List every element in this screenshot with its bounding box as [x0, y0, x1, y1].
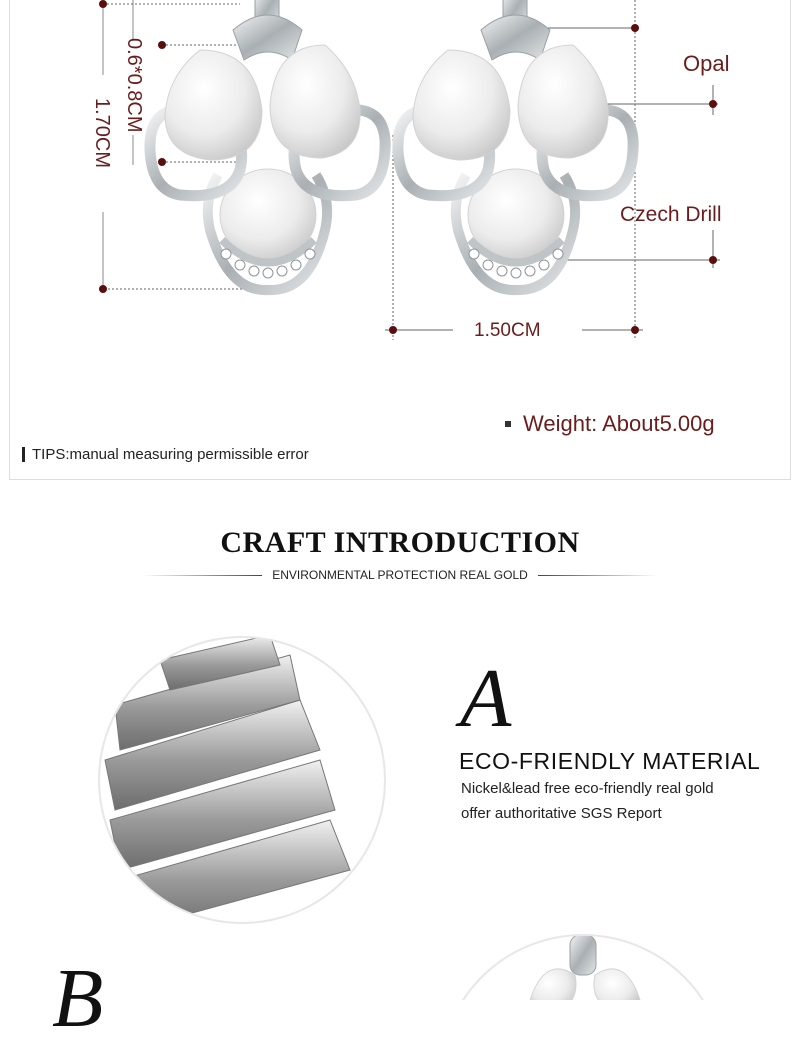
weight-row — [505, 411, 715, 437]
earring-closeup-image — [439, 934, 727, 1000]
dimension-dots — [99, 0, 717, 334]
width-label: 1.50CM — [474, 320, 541, 341]
bullet-square-icon — [505, 421, 511, 427]
earring-image-left — [150, 0, 385, 290]
tips-text: TIPS:manual measuring permissible error — [32, 446, 309, 463]
feature-heading: ECO-FRIENDLY MATERIAL — [459, 748, 761, 774]
weight-text: Weight: About5.00g — [523, 411, 715, 436]
feature-line-2: offer authoritative SGS Report — [461, 805, 662, 822]
silver-bars-image — [98, 635, 386, 930]
feature-letter-b: B — [52, 952, 104, 1045]
opal-label: Opal — [683, 51, 730, 76]
divider-left — [142, 575, 262, 576]
tips-bar-icon — [22, 447, 25, 462]
height-label: 1.70CM — [91, 98, 113, 169]
feature-line-1: Nickel&lead free eco-friendly real gold — [461, 780, 714, 797]
divider-right — [538, 575, 658, 576]
tips-row — [22, 446, 309, 463]
stone-size-label: 0.6*0.8CM — [123, 38, 145, 133]
craft-subtitle: ENVIRONMENTAL PROTECTION REAL GOLD — [272, 568, 528, 582]
craft-title: CRAFT INTRODUCTION — [220, 526, 580, 559]
czech-drill-label: Czech Drill — [620, 203, 722, 226]
craft-subtitle-row — [0, 568, 800, 582]
earring-image-right — [398, 0, 633, 290]
feature-letter-a: A — [460, 652, 512, 745]
